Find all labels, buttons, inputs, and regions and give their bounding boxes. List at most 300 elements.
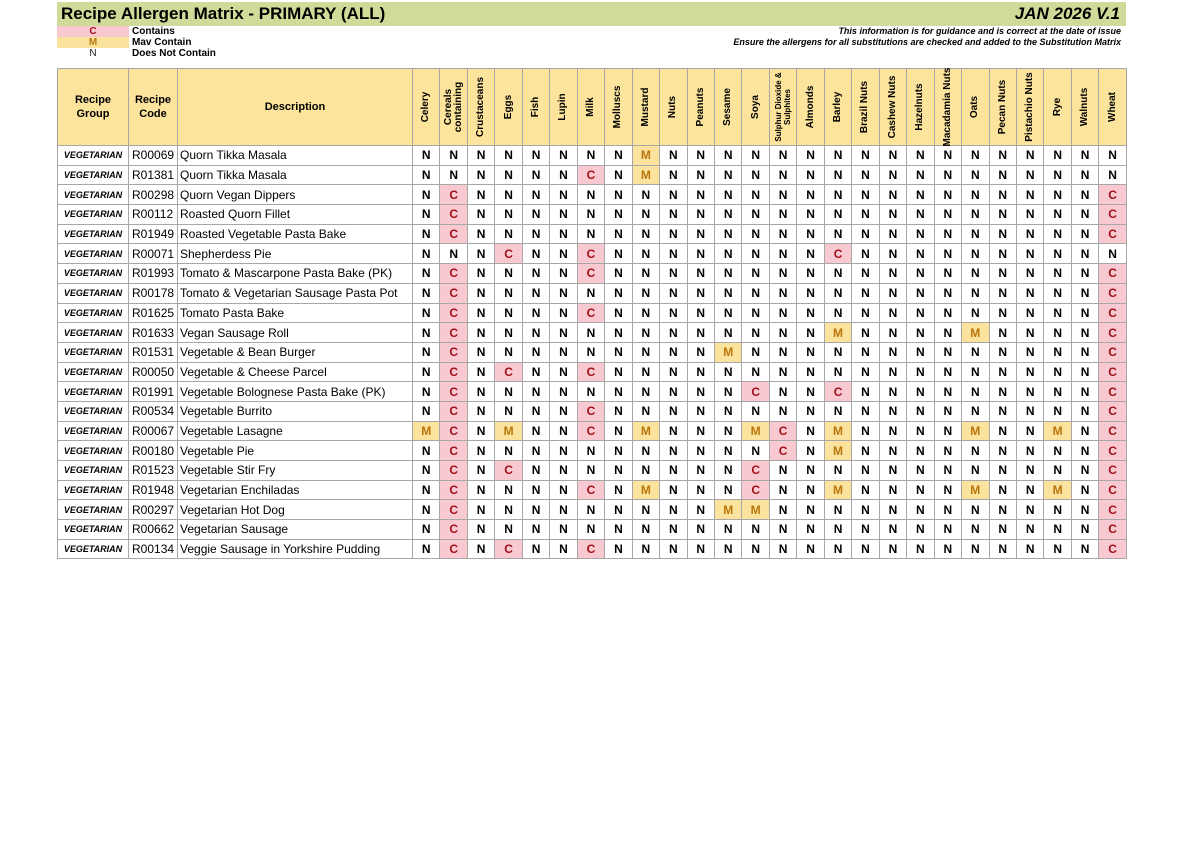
allergen-value-cell: N: [714, 362, 741, 382]
allergen-value-cell: C: [577, 264, 604, 284]
allergen-value-cell: C: [577, 165, 604, 185]
allergen-value-cell: N: [852, 303, 879, 323]
allergen-value-cell: N: [1016, 165, 1043, 185]
description-cell: Vegetable & Cheese Parcel: [178, 362, 413, 382]
recipe-group-cell: VEGETARIAN: [58, 500, 129, 520]
allergen-value-cell: N: [467, 362, 494, 382]
allergen-value-cell: N: [632, 500, 659, 520]
allergen-value-cell: N: [550, 205, 577, 225]
allergen-value-cell: N: [1071, 342, 1098, 362]
allergen-value-cell: N: [962, 441, 989, 461]
allergen-value-cell: N: [467, 323, 494, 343]
allergen-value-cell: N: [769, 520, 796, 540]
allergen-value-cell: N: [605, 342, 632, 362]
allergen-value-cell: N: [550, 480, 577, 500]
allergen-value-cell: N: [687, 224, 714, 244]
allergen-value-cell: N: [962, 362, 989, 382]
allergen-label: Milk: [584, 97, 596, 117]
allergen-label: Soya: [749, 95, 761, 119]
allergen-value-cell: N: [907, 362, 934, 382]
allergen-value-cell: N: [797, 146, 824, 166]
allergen-value-cell: N: [1016, 539, 1043, 559]
allergen-value-cell: N: [879, 539, 906, 559]
allergen-value-cell: N: [797, 520, 824, 540]
allergen-value-cell: N: [413, 146, 440, 166]
allergen-value-cell: N: [1071, 205, 1098, 225]
allergen-value-cell: N: [824, 342, 851, 362]
allergen-value-cell: N: [797, 441, 824, 461]
allergen-value-cell: N: [879, 441, 906, 461]
allergen-value-cell: N: [742, 441, 769, 461]
allergen-value-cell: N: [962, 224, 989, 244]
allergen-value-cell: N: [660, 520, 687, 540]
allergen-value-cell: N: [440, 244, 467, 264]
allergen-value-cell: M: [962, 480, 989, 500]
allergen-value-cell: N: [879, 185, 906, 205]
allergen-value-cell: N: [605, 401, 632, 421]
allergen-label: Wheat: [1106, 92, 1118, 122]
allergen-value-cell: N: [605, 382, 632, 402]
recipe-code-cell: R00178: [129, 283, 178, 303]
allergen-value-cell: N: [605, 165, 632, 185]
allergen-value-cell: N: [1071, 461, 1098, 481]
recipe-group-cell: VEGETARIAN: [58, 185, 129, 205]
allergen-value-cell: N: [879, 461, 906, 481]
allergen-value-cell: N: [1016, 461, 1043, 481]
allergen-value-cell: N: [934, 303, 961, 323]
allergen-value-cell: N: [879, 224, 906, 244]
allergen-value-cell: N: [577, 205, 604, 225]
allergen-value-cell: N: [413, 303, 440, 323]
allergen-value-cell: N: [687, 146, 714, 166]
allergen-value-cell: N: [769, 382, 796, 402]
allergen-value-cell: C: [440, 283, 467, 303]
description-cell: Vegetable Stir Fry: [178, 461, 413, 481]
allergen-value-cell: N: [495, 520, 522, 540]
allergen-value-cell: N: [495, 165, 522, 185]
allergen-value-cell: M: [962, 323, 989, 343]
allergen-value-cell: N: [742, 224, 769, 244]
allergen-value-cell: N: [522, 264, 549, 284]
allergen-value-cell: N: [797, 205, 824, 225]
recipe-group-cell: VEGETARIAN: [58, 480, 129, 500]
allergen-value-cell: N: [797, 264, 824, 284]
allergen-value-cell: C: [440, 539, 467, 559]
allergen-value-cell: N: [1016, 303, 1043, 323]
allergen-value-cell: N: [577, 441, 604, 461]
allergen-value-cell: N: [550, 323, 577, 343]
description-cell: Roasted Vegetable Pasta Bake: [178, 224, 413, 244]
allergen-value-cell: N: [1016, 323, 1043, 343]
legend: [57, 26, 216, 59]
allergen-value-cell: N: [824, 283, 851, 303]
allergen-value-cell: N: [824, 303, 851, 323]
allergen-value-cell: N: [769, 264, 796, 284]
allergen-value-cell: N: [413, 342, 440, 362]
allergen-value-cell: N: [989, 461, 1016, 481]
allergen-value-cell: N: [879, 244, 906, 264]
allergen-value-cell: N: [413, 283, 440, 303]
allergen-value-cell: N: [907, 244, 934, 264]
allergen-value-cell: M: [714, 500, 741, 520]
allergen-value-cell: C: [1099, 323, 1126, 343]
allergen-value-cell: N: [440, 146, 467, 166]
allergen-value-cell: N: [522, 500, 549, 520]
allergen-value-cell: N: [467, 520, 494, 540]
recipe-code-cell: R01531: [129, 342, 178, 362]
allergen-value-cell: N: [742, 185, 769, 205]
allergen-value-cell: N: [852, 342, 879, 362]
allergen-value-cell: M: [824, 421, 851, 441]
allergen-value-cell: N: [742, 165, 769, 185]
allergen-value-cell: N: [742, 539, 769, 559]
allergen-value-cell: M: [1044, 480, 1071, 500]
allergen-value-cell: N: [797, 165, 824, 185]
recipe-code-cell: R00071: [129, 244, 178, 264]
legend-item-may-contain: [57, 37, 216, 48]
allergen-value-cell: N: [1071, 146, 1098, 166]
column-header-allergen: [1016, 69, 1043, 146]
allergen-value-cell: C: [577, 539, 604, 559]
table-row: [58, 205, 1127, 225]
allergen-value-cell: N: [660, 224, 687, 244]
legend-item-does-not-contain: [57, 48, 216, 59]
allergen-value-cell: N: [687, 401, 714, 421]
allergen-value-cell: M: [962, 421, 989, 441]
allergen-value-cell: N: [605, 539, 632, 559]
allergen-value-cell: N: [1044, 500, 1071, 520]
allergen-value-cell: N: [907, 264, 934, 284]
allergen-value-cell: N: [632, 244, 659, 264]
allergen-value-cell: N: [1071, 323, 1098, 343]
description-cell: Tomato & Vegetarian Sausage Pasta Pot: [178, 283, 413, 303]
allergen-value-cell: N: [852, 520, 879, 540]
allergen-value-cell: N: [687, 303, 714, 323]
allergen-value-cell: N: [824, 401, 851, 421]
column-header-allergen: [879, 69, 906, 146]
allergen-value-cell: C: [742, 382, 769, 402]
allergen-value-cell: N: [797, 461, 824, 481]
allergen-value-cell: N: [1044, 539, 1071, 559]
allergen-value-cell: N: [989, 520, 1016, 540]
allergen-value-cell: N: [605, 283, 632, 303]
allergen-value-cell: N: [714, 480, 741, 500]
table-row: [58, 520, 1127, 540]
allergen-value-cell: N: [495, 205, 522, 225]
allergen-value-cell: N: [522, 185, 549, 205]
allergen-value-cell: N: [467, 244, 494, 264]
allergen-label: Cereals containing: [442, 81, 464, 133]
allergen-value-cell: N: [934, 500, 961, 520]
allergen-value-cell: N: [824, 146, 851, 166]
allergen-value-cell: N: [879, 165, 906, 185]
table-row: [58, 165, 1127, 185]
allergen-value-cell: N: [1071, 401, 1098, 421]
allergen-value-cell: N: [577, 382, 604, 402]
allergen-value-cell: N: [934, 185, 961, 205]
legend-code-does-not-contain: N: [57, 48, 129, 59]
allergen-value-cell: C: [1099, 441, 1126, 461]
allergen-value-cell: N: [907, 441, 934, 461]
allergen-value-cell: N: [769, 362, 796, 382]
allergen-value-cell: N: [1044, 165, 1071, 185]
allergen-value-cell: N: [989, 264, 1016, 284]
allergen-value-cell: N: [632, 224, 659, 244]
table-row: [58, 264, 1127, 284]
allergen-value-cell: C: [440, 461, 467, 481]
allergen-label: Pistachio Nuts: [1024, 72, 1036, 142]
allergen-value-cell: N: [522, 303, 549, 323]
allergen-value-cell: N: [1071, 382, 1098, 402]
allergen-value-cell: N: [962, 185, 989, 205]
recipe-group-cell: VEGETARIAN: [58, 283, 129, 303]
allergen-value-cell: N: [852, 441, 879, 461]
allergen-value-cell: N: [687, 500, 714, 520]
allergen-value-cell: N: [632, 362, 659, 382]
allergen-value-cell: N: [714, 421, 741, 441]
allergen-value-cell: N: [632, 185, 659, 205]
allergen-value-cell: N: [605, 480, 632, 500]
allergen-value-cell: N: [687, 264, 714, 284]
allergen-value-cell: N: [577, 185, 604, 205]
allergen-value-cell: N: [550, 303, 577, 323]
allergen-value-cell: C: [440, 382, 467, 402]
table-row: [58, 362, 1127, 382]
allergen-value-cell: N: [522, 146, 549, 166]
allergen-label: Almonds: [804, 85, 816, 129]
page-title: Recipe Allergen Matrix - PRIMARY (ALL): [61, 4, 386, 23]
allergen-value-cell: N: [769, 244, 796, 264]
allergen-value-cell: N: [522, 520, 549, 540]
allergen-value-cell: N: [687, 323, 714, 343]
allergen-value-cell: C: [440, 441, 467, 461]
recipe-group-cell: VEGETARIAN: [58, 362, 129, 382]
allergen-value-cell: N: [632, 382, 659, 402]
column-header-allergen: [522, 69, 549, 146]
allergen-value-cell: N: [550, 264, 577, 284]
allergen-value-cell: N: [1016, 401, 1043, 421]
recipe-group-cell: VEGETARIAN: [58, 520, 129, 540]
allergen-value-cell: N: [742, 264, 769, 284]
allergen-value-cell: N: [797, 224, 824, 244]
allergen-value-cell: N: [907, 520, 934, 540]
legend-item-contains: [57, 26, 216, 37]
guidance-notes: [733, 26, 1121, 48]
allergen-value-cell: N: [769, 205, 796, 225]
allergen-value-cell: C: [1099, 382, 1126, 402]
allergen-value-cell: N: [1044, 382, 1071, 402]
allergen-value-cell: N: [467, 165, 494, 185]
allergen-value-cell: N: [879, 401, 906, 421]
allergen-value-cell: N: [605, 264, 632, 284]
allergen-value-cell: N: [550, 500, 577, 520]
allergen-value-cell: N: [907, 224, 934, 244]
allergen-value-cell: N: [632, 342, 659, 362]
table-row: [58, 323, 1127, 343]
allergen-value-cell: M: [495, 421, 522, 441]
allergen-value-cell: C: [769, 441, 796, 461]
allergen-value-cell: N: [467, 185, 494, 205]
recipe-group-cell: VEGETARIAN: [58, 224, 129, 244]
allergen-value-cell: C: [577, 362, 604, 382]
table-row: [58, 480, 1127, 500]
allergen-value-cell: N: [714, 520, 741, 540]
description-cell: Quorn Vegan Dippers: [178, 185, 413, 205]
allergen-value-cell: N: [495, 382, 522, 402]
allergen-value-cell: N: [934, 205, 961, 225]
allergen-value-cell: N: [714, 205, 741, 225]
allergen-value-cell: C: [577, 244, 604, 264]
allergen-value-cell: N: [934, 382, 961, 402]
allergen-value-cell: N: [769, 146, 796, 166]
allergen-value-cell: N: [714, 165, 741, 185]
allergen-value-cell: N: [989, 421, 1016, 441]
recipe-group-cell: VEGETARIAN: [58, 205, 129, 225]
allergen-value-cell: N: [907, 342, 934, 362]
description-cell: Vegetable Lasagne: [178, 421, 413, 441]
allergen-value-cell: C: [742, 461, 769, 481]
allergen-value-cell: N: [467, 461, 494, 481]
allergen-value-cell: N: [660, 283, 687, 303]
column-header-recipe-group: Recipe Group: [58, 69, 129, 146]
allergen-value-cell: N: [660, 539, 687, 559]
allergen-value-cell: M: [714, 342, 741, 362]
column-header-allergen: [605, 69, 632, 146]
allergen-value-cell: N: [660, 264, 687, 284]
allergen-label: Barley: [832, 91, 844, 123]
recipe-code-cell: R00298: [129, 185, 178, 205]
allergen-value-cell: C: [1099, 303, 1126, 323]
allergen-value-cell: N: [1016, 441, 1043, 461]
allergen-value-cell: N: [962, 342, 989, 362]
recipe-code-cell: R00662: [129, 520, 178, 540]
allergen-value-cell: N: [632, 461, 659, 481]
allergen-value-cell: N: [413, 165, 440, 185]
column-header-allergen: [550, 69, 577, 146]
allergen-value-cell: N: [989, 224, 1016, 244]
allergen-value-cell: N: [687, 165, 714, 185]
column-header-allergen: [660, 69, 687, 146]
allergen-value-cell: N: [934, 480, 961, 500]
allergen-value-cell: N: [962, 205, 989, 225]
allergen-value-cell: N: [989, 303, 1016, 323]
allergen-value-cell: C: [1099, 539, 1126, 559]
allergen-value-cell: N: [934, 165, 961, 185]
allergen-value-cell: N: [714, 146, 741, 166]
allergen-value-cell: C: [1099, 205, 1126, 225]
column-header-allergen: [852, 69, 879, 146]
allergen-label: Nuts: [667, 95, 679, 119]
column-header-allergen: [495, 69, 522, 146]
allergen-value-cell: N: [852, 323, 879, 343]
allergen-value-cell: N: [852, 264, 879, 284]
allergen-value-cell: N: [660, 441, 687, 461]
allergen-value-cell: N: [660, 362, 687, 382]
allergen-value-cell: N: [852, 224, 879, 244]
recipe-code-cell: R00134: [129, 539, 178, 559]
allergen-value-cell: N: [1016, 185, 1043, 205]
allergen-value-cell: C: [1099, 264, 1126, 284]
allergen-value-cell: N: [714, 441, 741, 461]
allergen-value-cell: N: [1044, 303, 1071, 323]
allergen-value-cell: N: [934, 539, 961, 559]
allergen-value-cell: N: [852, 283, 879, 303]
allergen-value-cell: N: [962, 520, 989, 540]
recipe-code-cell: R00297: [129, 500, 178, 520]
allergen-value-cell: N: [989, 146, 1016, 166]
allergen-value-cell: N: [660, 185, 687, 205]
allergen-value-cell: N: [852, 461, 879, 481]
allergen-value-cell: N: [934, 224, 961, 244]
recipe-group-cell: VEGETARIAN: [58, 401, 129, 421]
allergen-value-cell: N: [1016, 382, 1043, 402]
recipe-code-cell: R00180: [129, 441, 178, 461]
allergen-value-cell: N: [742, 244, 769, 264]
allergen-value-cell: N: [879, 362, 906, 382]
allergen-value-cell: N: [879, 421, 906, 441]
allergen-value-cell: N: [687, 520, 714, 540]
legend-label-does-not-contain: Does Not Contain: [132, 48, 216, 59]
allergen-label: Walnuts: [1079, 87, 1091, 127]
description-cell: Tomato & Mascarpone Pasta Bake (PK): [178, 264, 413, 284]
allergen-value-cell: N: [989, 323, 1016, 343]
recipe-code-cell: R01948: [129, 480, 178, 500]
allergen-value-cell: N: [797, 185, 824, 205]
allergen-value-cell: N: [605, 146, 632, 166]
legend-label-may-contain: Mav Contain: [132, 37, 192, 48]
allergen-label: Celery: [420, 91, 432, 123]
allergen-value-cell: N: [522, 283, 549, 303]
table-row: [58, 441, 1127, 461]
allergen-value-cell: N: [1044, 520, 1071, 540]
allergen-value-cell: N: [467, 303, 494, 323]
allergen-value-cell: N: [550, 224, 577, 244]
allergen-value-cell: N: [495, 323, 522, 343]
allergen-value-cell: N: [989, 205, 1016, 225]
recipe-code-cell: R00069: [129, 146, 178, 166]
allergen-value-cell: N: [660, 323, 687, 343]
allergen-value-cell: N: [550, 146, 577, 166]
allergen-value-cell: C: [440, 224, 467, 244]
column-header-allergen: [989, 69, 1016, 146]
allergen-value-cell: N: [907, 146, 934, 166]
allergen-value-cell: N: [824, 165, 851, 185]
allergen-value-cell: N: [907, 283, 934, 303]
allergen-value-cell: N: [1071, 303, 1098, 323]
allergen-value-cell: C: [1099, 283, 1126, 303]
allergen-value-cell: N: [577, 224, 604, 244]
allergen-value-cell: N: [907, 165, 934, 185]
allergen-value-cell: N: [687, 461, 714, 481]
allergen-value-cell: N: [440, 165, 467, 185]
allergen-value-cell: N: [522, 480, 549, 500]
allergen-value-cell: N: [852, 382, 879, 402]
allergen-value-cell: N: [1071, 362, 1098, 382]
allergen-value-cell: N: [742, 303, 769, 323]
allergen-value-cell: C: [495, 539, 522, 559]
legend-label-contains: Contains: [132, 26, 175, 37]
allergen-value-cell: N: [769, 165, 796, 185]
allergen-value-cell: N: [687, 362, 714, 382]
allergen-label: Sesame: [722, 88, 734, 126]
allergen-value-cell: N: [1016, 362, 1043, 382]
allergen-value-cell: N: [632, 539, 659, 559]
allergen-value-cell: N: [605, 224, 632, 244]
allergen-value-cell: N: [660, 303, 687, 323]
allergen-value-cell: N: [797, 303, 824, 323]
allergen-value-cell: N: [989, 342, 1016, 362]
allergen-value-cell: N: [550, 441, 577, 461]
